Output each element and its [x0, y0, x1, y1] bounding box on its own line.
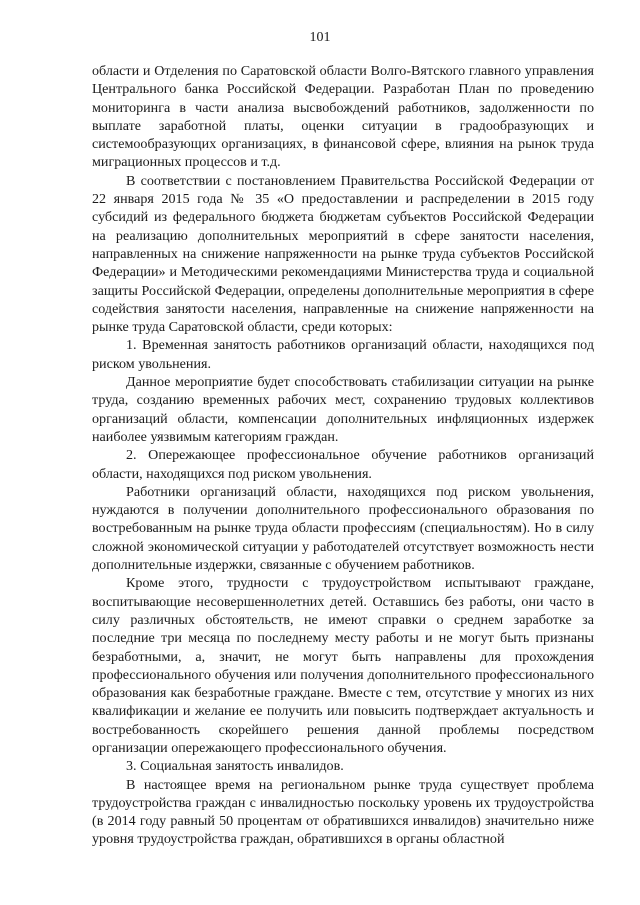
paragraph-item-1: 1. Временная занятость работников организаций области, находящихся под риском увольнения. [92, 337, 594, 372]
paragraph-continuation: области и Отделения по Саратовской области Волго-Вятского главного управления Центрального банка Российской Федерации. Разработан План по проведению мониторинга в части анализа высвобождений работников, задолженности по выплате заработной платы, оценки ситуации в градообразующих и системообразующих организациях, в финансовой сфере, влияния на рынок труда миграционных процессов и т.д. [92, 63, 594, 171]
paragraph-item-1-detail: Данное мероприятие будет способствовать стабилизации ситуации на рынке труда, созданию временных рабочих мест, сохранению трудовых коллективов организаций области, компенсации дополнительных инфляционных издержек наиболее уязвимым категориям граждан. [92, 374, 594, 445]
paragraph-item-3-detail: В настоящее время на региональном рынке труда существует проблема трудоустройства граждан с инвалидностью поскольку уровень их трудоустройства (в 2014 году равный 50 процентам от обратившихся инвалидов) значительно ниже уровня трудоустройства граждан, обратившихся в органы областной [92, 776, 594, 848]
paragraph-item-2-detail: Работники организаций области, находящихся под риском увольнения, нуждаются в получении дополнительного профессионального образования по востребованным на рынке труда области профессиям (специальностям). Но в силу сложной экономической ситуации у работодателей отсутствует возможность нести дополнительные издержки, связанные с обучением работников. [92, 483, 594, 574]
paragraph-resolution: В соответствии с постановлением Правительства Российской Федерации от 22 января 2015 года № 35 «О предоставлении и распределении в 2015 году субсидий из федерального бюджета бюджетам субъектов Российской Федерации на реализацию дополнительных мероприятий в сфере занятости населения, направленных на снижение напряженности на рынке труда субъектов Российской Федерации» и Методическими рекомендациями Министерства труда и социальной защиты Российской Федерации, определены дополнительные мероприятия в сфере содействия занятости населения, направленные на снижение напряженности на рынке труда Саратовской области, среди которых: [92, 172, 594, 336]
paragraph-item-2: 2. Опережающее профессиональное обучение работников организаций области, находящихся под риском увольнения. [92, 447, 594, 482]
document-body [92, 62, 594, 849]
paragraph-item-2-parents: Кроме этого, трудности с трудоустройством испытывают граждане, воспитывающие несовершеннолетних детей. Оставшись без работы, они часто в силу различных обстоятельств, не имеют справки о среднем заработке за последние три месяца по последнему месту работы и не могут быть признаны безработными, а, значит, не могут быть направлены для прохождения профессионального обучения или получения дополнительного профессионального образования как безработные граждане. Вместе с тем, отсутствие у многих из них квалификации и желание ее получить или повысить подтверждает актуальность и востребованность скорейшего решения данной проблемы посредством организации опережающего профессионального обучения. [92, 575, 594, 756]
page-number: 101 [309, 30, 331, 45]
paragraph-item-3: 3. Социальная занятость инвалидов. [126, 758, 344, 775]
